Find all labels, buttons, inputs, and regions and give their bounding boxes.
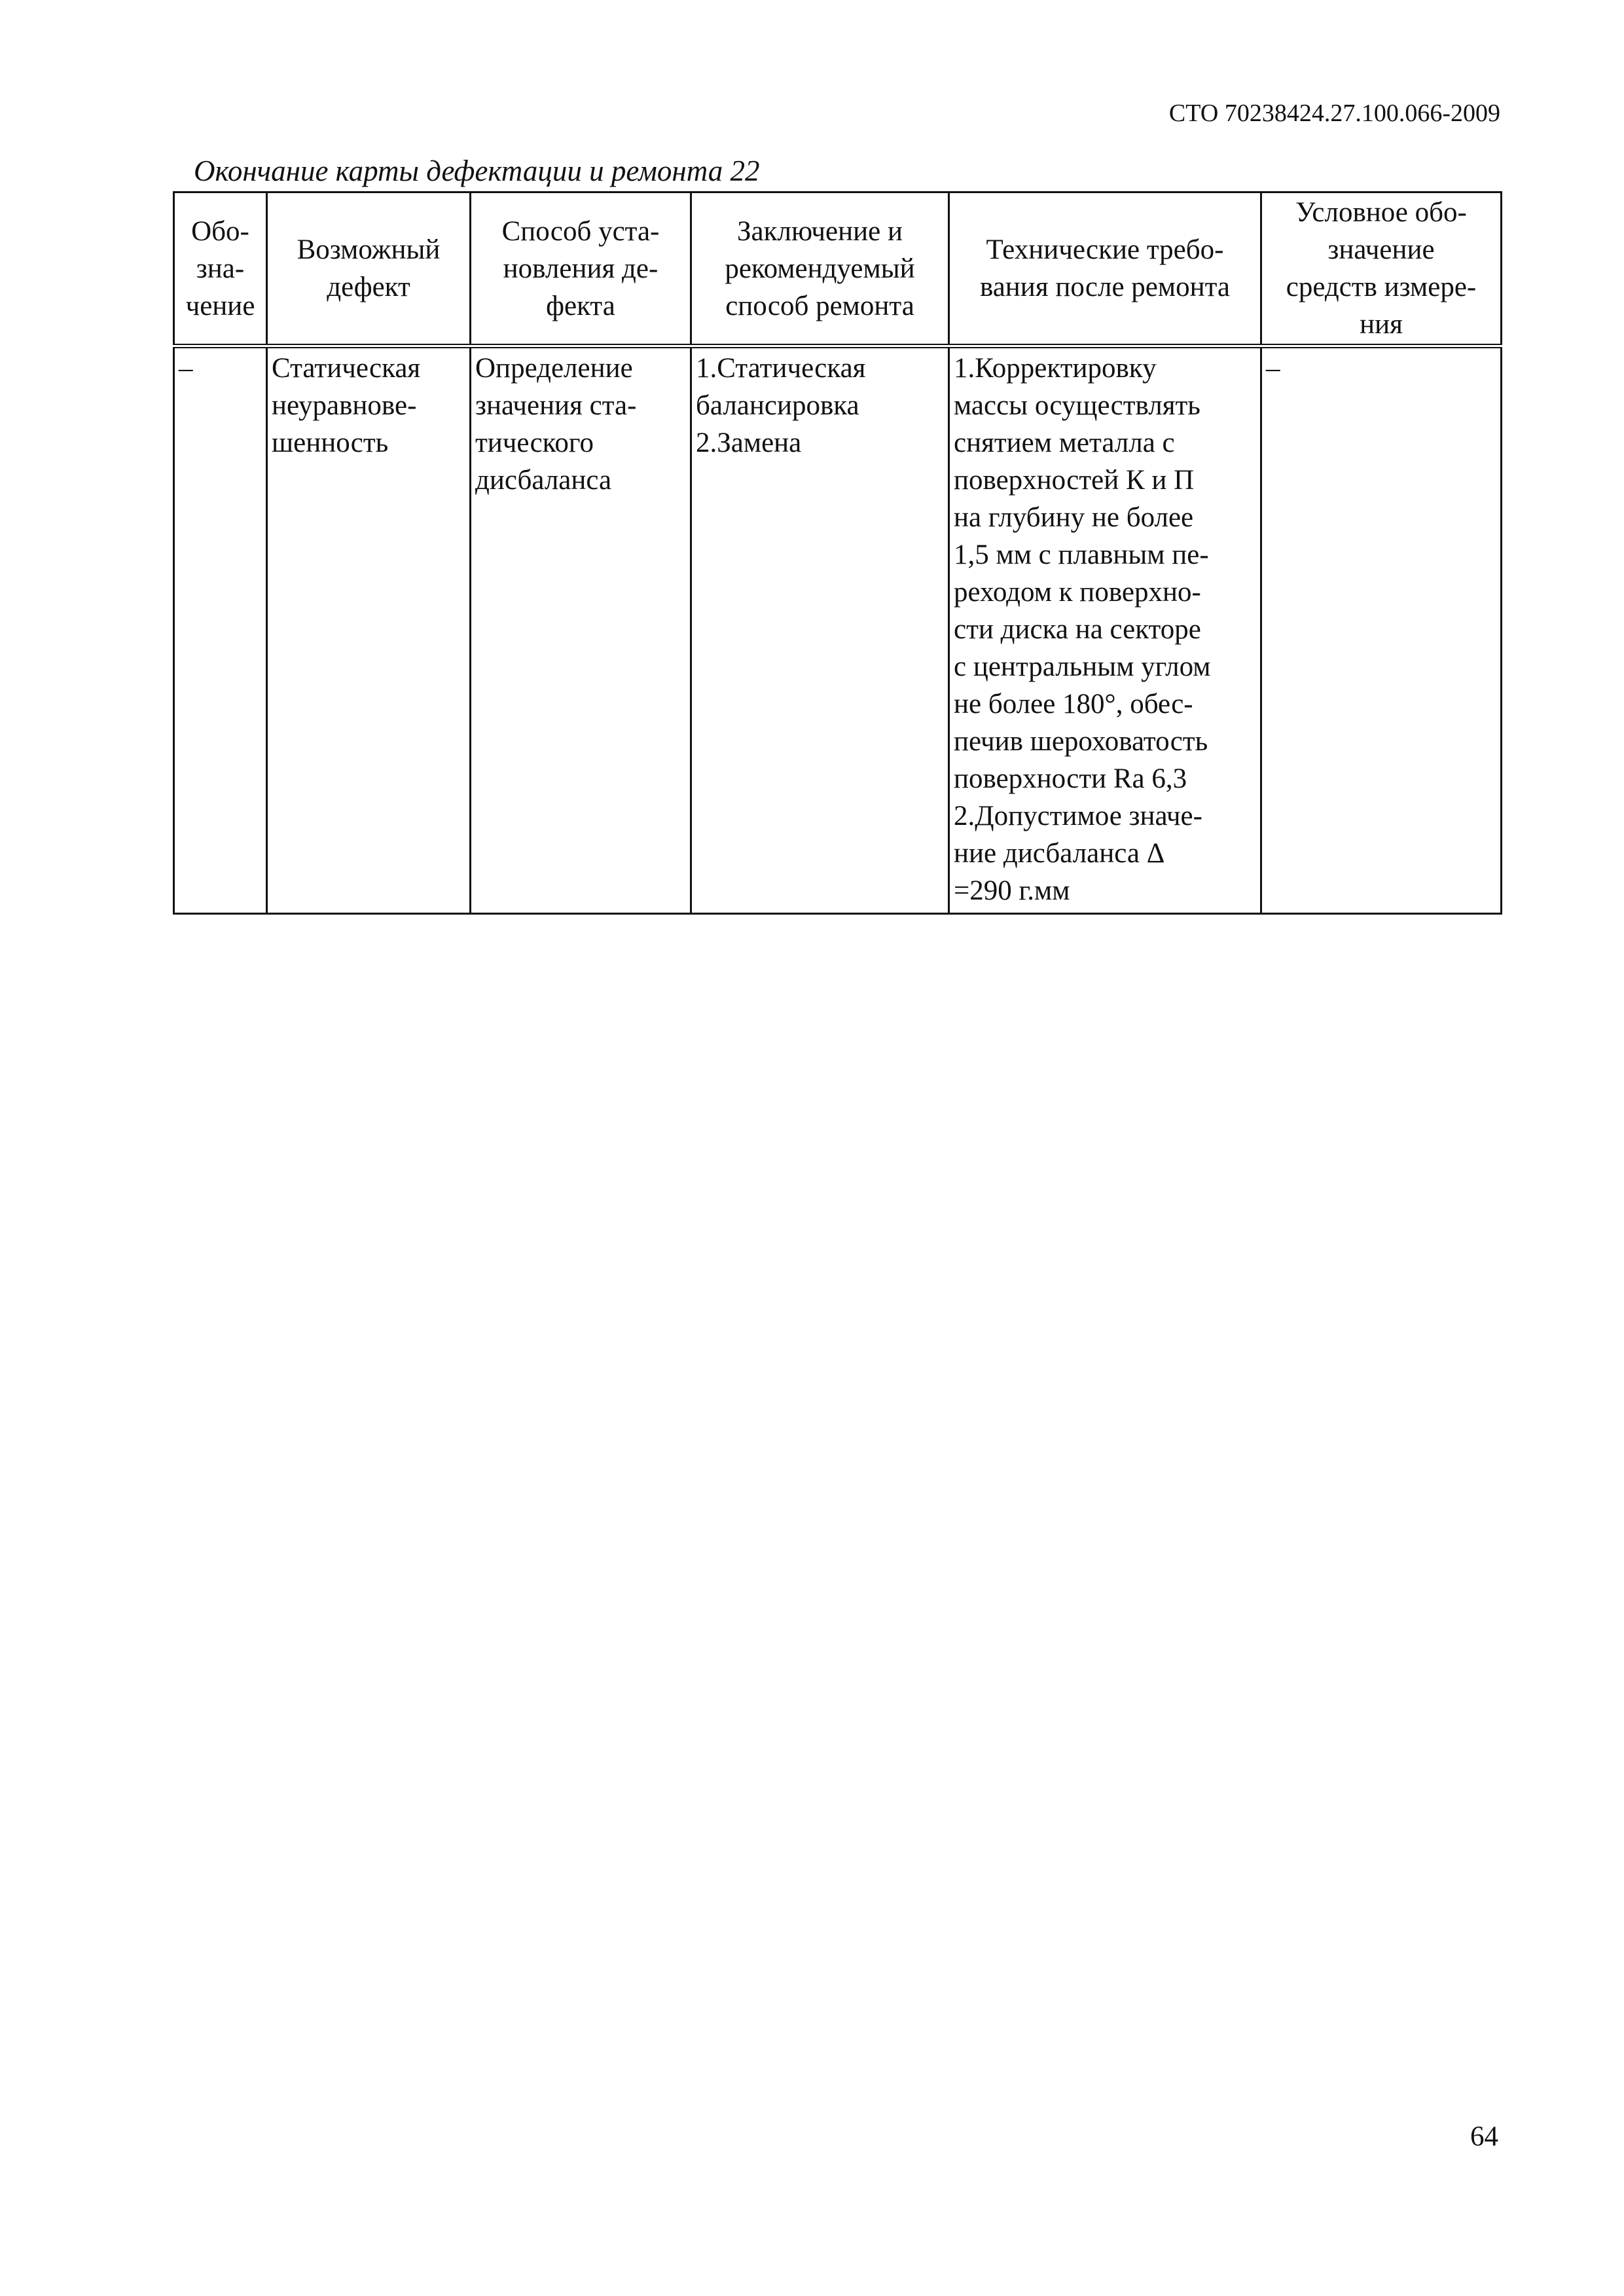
cell-text-line: дисбаланса [475,465,612,496]
cell-text-line: не более 180°, обес- [954,689,1193,720]
cell-text-line: рекомендуемый [725,253,915,284]
cell-text-line: фекта [546,290,615,321]
cell-designation [174,346,267,914]
cell-text-line: Статическая [272,353,421,384]
cell-measurement-tools [1261,346,1502,914]
cell-text-line: шенность [272,428,389,458]
cell-text-line: Определение [475,353,633,384]
cell-text-line: =290 г.мм [954,875,1070,906]
cell-text-line: ния [1360,309,1403,340]
cell-text-line: – [1266,353,1280,384]
cell-detection-method [471,346,691,914]
cell-text-line: неуравнове- [272,390,417,421]
cell-text-line: средств измере- [1286,272,1477,302]
cell-text-line: Возможный [297,234,441,265]
cell-text-line: сти диска на секторе [954,614,1201,645]
cell-text-line: поверхностей К и П [954,465,1195,496]
cell-text-line: – [179,353,193,384]
cell-text-line: Технические требо- [986,234,1224,265]
header-technical-requirements [949,192,1261,346]
cell-technical-requirements [949,346,1261,914]
cell-text-line: дефект [327,272,410,302]
header-conclusion-repair-method [691,192,949,346]
cell-text-line: новления де- [503,253,659,284]
document-code: СТО 70238424.27.100.066-2009 [1168,100,1500,127]
header-measurement-tools [1261,192,1502,346]
cell-text-line: значения ста- [475,390,637,421]
cell-text-line: зна- [196,253,245,284]
cell-text-line: значение [1327,234,1435,265]
cell-text-line: с центральным углом [954,651,1211,682]
cell-text-line: вания после ремонта [979,272,1231,302]
cell-text-line: Способ уста- [501,215,660,247]
header-detection-method [471,192,691,346]
cell-text-line: 1,5 мм с плавным пе- [954,539,1209,570]
cell-text-line: на глубину не более [954,502,1194,533]
page-number: 64 [1470,2121,1498,2152]
table-header-row [174,192,1502,346]
cell-text-line: поверхности Ra 6,3 [954,763,1187,794]
cell-possible-defect [267,346,471,914]
defect-repair-table [173,191,1502,915]
cell-text-line: балансировка [696,390,859,421]
cell-text-line: тического [475,428,594,458]
cell-text-line: Обо- [191,215,249,247]
cell-text-line: способ ремонта [725,290,914,321]
cell-text-line: массы осуществлять [954,390,1200,421]
table-row [174,346,1502,914]
cell-conclusion-repair-method [691,346,949,914]
cell-text-line: 1.Статическая [696,353,866,384]
cell-text-line: 2.Допустимое значе- [954,801,1202,831]
header-possible-defect [267,192,471,346]
cell-text-line: Заключение и [736,215,903,247]
cell-text-line: реходом к поверхно- [954,577,1201,608]
cell-text-line: ние дисбаланса Δ [954,838,1165,869]
cell-text-line: чение [185,290,255,321]
cell-text-line: печив шероховатость [954,726,1208,757]
header-designation [174,192,267,346]
cell-text-line: снятием металла с [954,428,1175,458]
cell-text-line: 2.Замена [696,428,802,458]
cell-text-line: Условное обо- [1295,197,1467,228]
table-caption: Окончание карты дефектации и ремонта 22 [194,155,760,187]
cell-text-line: 1.Корректировку [954,353,1157,384]
